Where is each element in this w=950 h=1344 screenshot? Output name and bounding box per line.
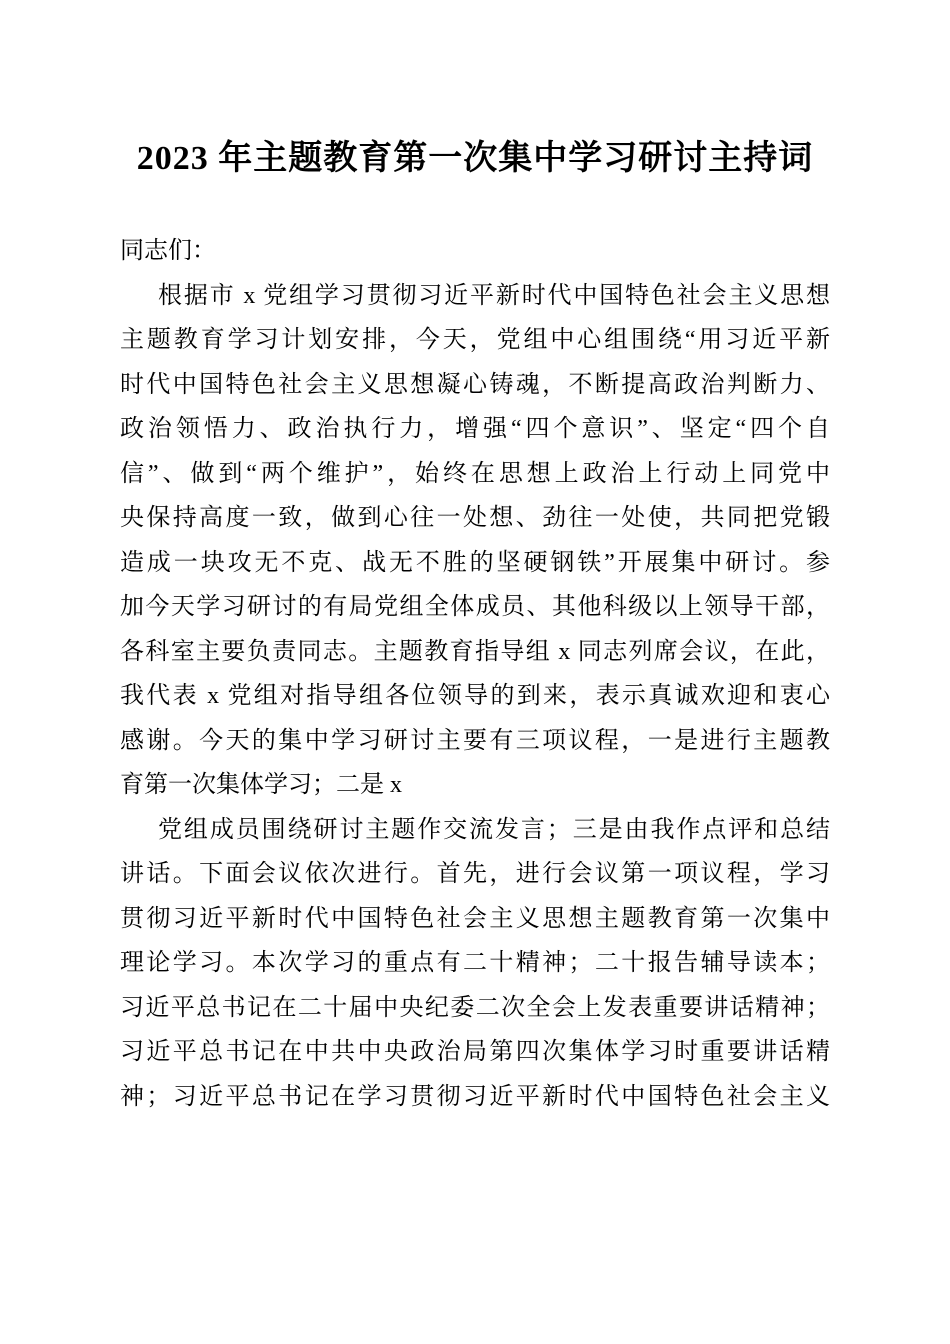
paragraph (120, 808, 830, 1120)
text-line: 育第一次集体学习；二是 x (120, 772, 402, 798)
text-line: 感谢。今天的集中学习研讨主要有三项议程，一是进行主题教 (120, 727, 830, 754)
text-line: 主题教育学习计划安排，今天，党组中心组围绕“用习近平新 (120, 327, 830, 353)
text-line: 习近平总书记在中共中央政治局第四次集体学习时重要讲话精 (120, 1039, 830, 1065)
document-body (120, 229, 830, 1119)
text-line: 时代中国特色社会主义思想凝心铸魂，不断提高政治判断力、 (120, 371, 830, 398)
text-line: 政治领悟力、政治执行力，增强“四个意识”、坚定“四个自 (120, 416, 830, 442)
paragraph (120, 274, 830, 808)
text-line: 造成一块攻无不克、战无不胜的坚硬钢铁”开展集中研讨。参 (120, 549, 830, 576)
text-line: 贯彻习近平新时代中国特色社会主义思想主题教育第一次集中 (120, 905, 830, 932)
text-line: 加今天学习研讨的有局党组全体成员、其他科级以上领导干部， (120, 594, 830, 620)
text-line: 理论学习。本次学习的重点有二十精神；二十报告辅导读本； (120, 950, 830, 976)
text-line: 央保持高度一致，做到心往一处想、劲往一处使，共同把党锻 (120, 505, 830, 531)
text-line: 神；习近平总书记在学习贯彻习近平新时代中国特色社会主义 (120, 1083, 830, 1110)
text-line: 习近平总书记在二十届中央纪委二次全会上发表重要讲话精神； (120, 994, 830, 1021)
text-line: 我代表 x 党组对指导组各位领导的到来，表示真诚欢迎和衷心 (120, 683, 830, 709)
text-line: 信”、做到“两个维护”，始终在思想上政治上行动上同党中 (120, 460, 830, 487)
document-title: 2023 年主题教育第一次集中学习研讨主持词 (136, 140, 814, 177)
paragraphs (120, 274, 830, 1120)
text-line: 讲话。下面会议依次进行。首先，进行会议第一项议程，学习 (120, 861, 830, 887)
text-line: 党组成员围绕研讨主题作交流发言；三是由我作点评和总结 (158, 816, 830, 843)
text-line: 根据市 x 党组学习贯彻习近平新时代中国特色社会主义思想 (158, 282, 830, 309)
salutation: 同志们： (120, 238, 216, 264)
text-line: 各科室主要负责同志。主题教育指导组 x 同志列席会议，在此， (120, 638, 830, 665)
